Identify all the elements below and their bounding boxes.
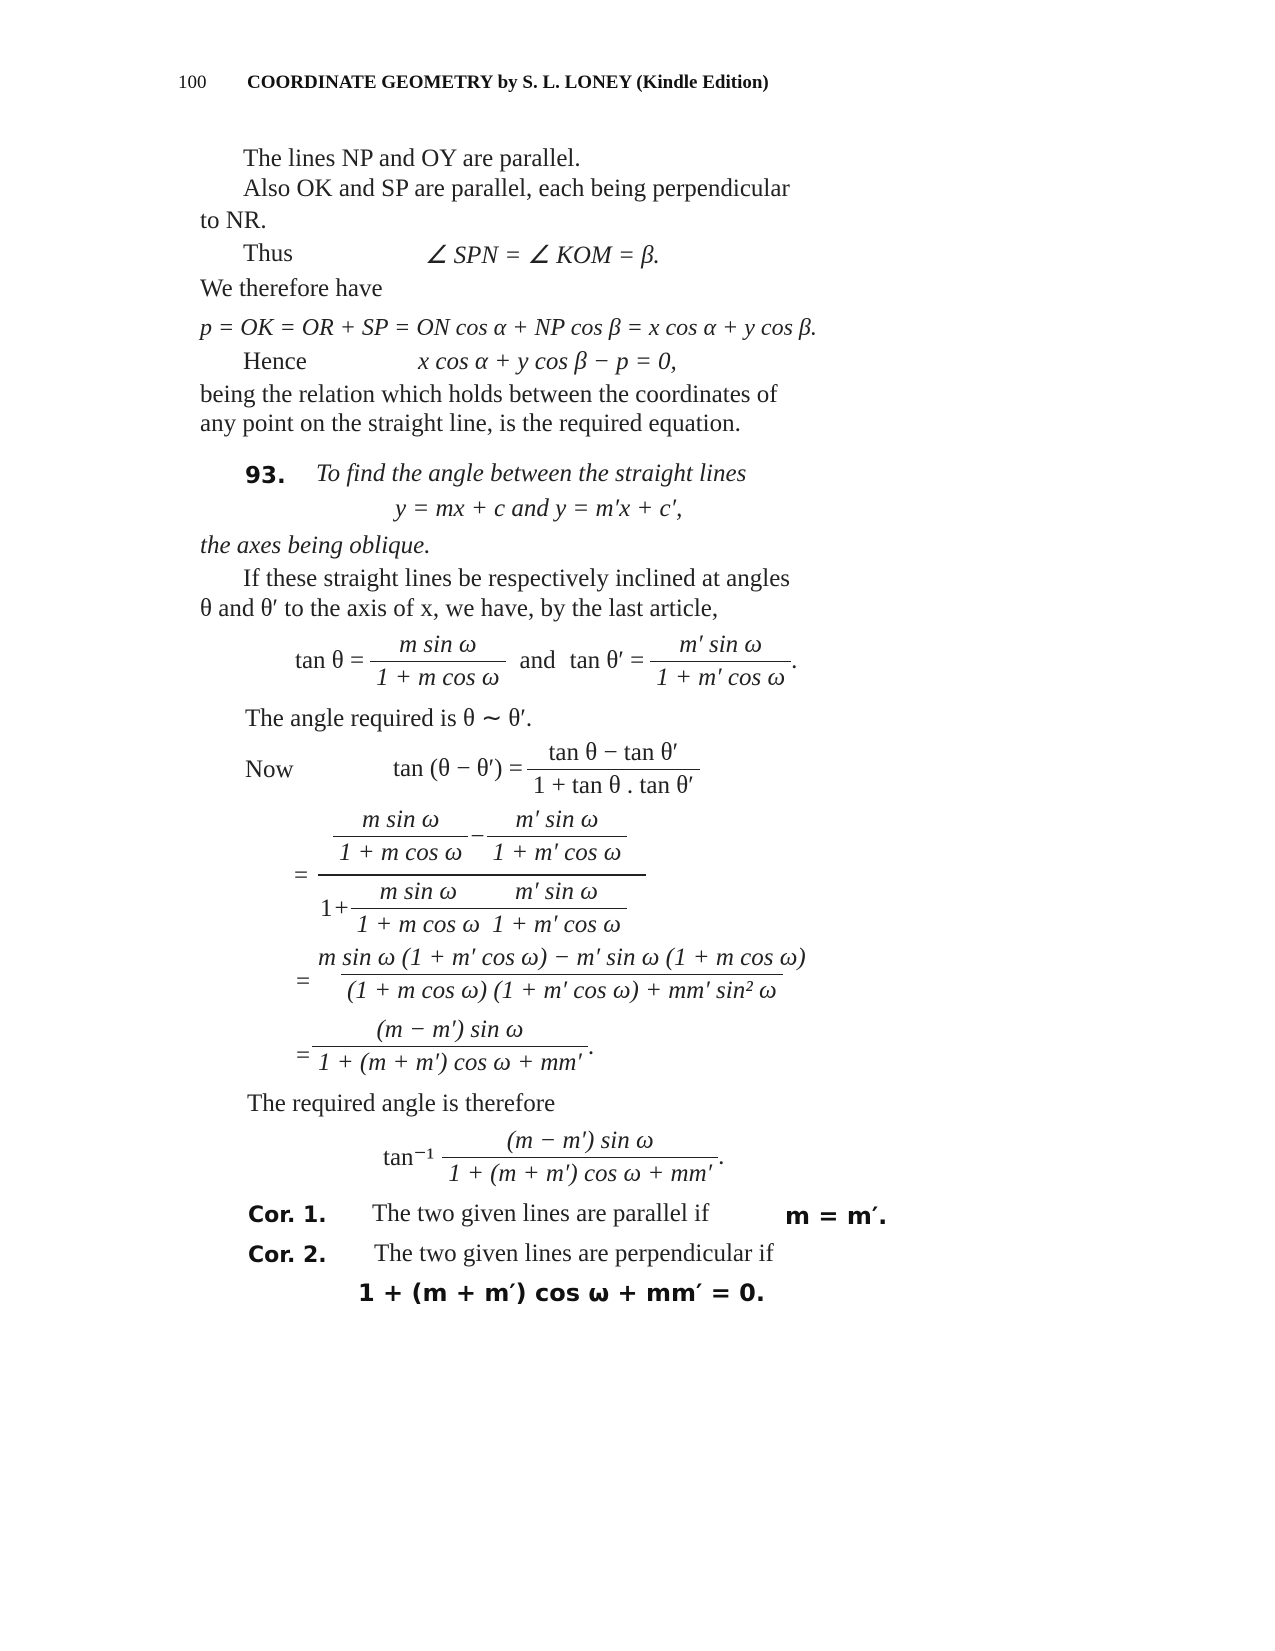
running-title-text: COORDINATE GEOMETRY by S. L. LONEY (Kindle Edition) xyxy=(247,72,769,93)
cor2-text: The two given lines are perpendicular if xyxy=(374,1240,774,1267)
body-line-8: being the relation which holds between the coordinates of xyxy=(200,381,778,408)
tan1-denominator: 1 + m cos ω xyxy=(370,661,505,692)
tan-period: . xyxy=(791,647,798,674)
cf-den-right-denominator: 1 + m′ cos ω xyxy=(486,908,627,939)
body-line-5: We therefore have xyxy=(200,275,383,302)
step3-denominator: 1 + (m + m′) cos ω + mm′ xyxy=(312,1046,588,1077)
tan1-fraction xyxy=(370,631,505,692)
eq-sign-3: = xyxy=(296,1042,311,1069)
thus-equation: ∠ SPN = ∠ KOM = β. xyxy=(425,242,660,269)
cf-num-left xyxy=(333,806,468,867)
cf-num-left-numerator: m sin ω xyxy=(362,806,440,833)
page-number: 100 xyxy=(178,72,207,93)
cor1-condition: m = m′. xyxy=(785,1202,888,1230)
running-title xyxy=(247,72,769,94)
tan2-denominator: 1 + m′ cos ω xyxy=(650,661,791,692)
now-label: Now xyxy=(245,756,294,783)
body-line-9: any point on the straight line, is the required equation. xyxy=(200,410,741,437)
cf-num-left-denominator: 1 + m cos ω xyxy=(333,836,468,867)
step3-period: . xyxy=(587,1032,595,1060)
tan2-numerator: m′ sin ω xyxy=(679,630,763,658)
final-denominator: 1 + (m + m′) cos ω + mm′ xyxy=(442,1157,718,1188)
compound-main-bar xyxy=(318,874,646,876)
cor2-label: Cor. 2. xyxy=(248,1243,327,1268)
cf-minus: − xyxy=(470,822,485,850)
cf-den-one: 1 xyxy=(320,894,333,922)
article-subheading: the axes being oblique. xyxy=(200,532,431,559)
step2-frac xyxy=(312,944,812,1005)
cf-den-left-denominator: 1 + m cos ω xyxy=(351,908,486,939)
cf-den-plus: + xyxy=(334,894,349,922)
tan1-lhs: tan θ = xyxy=(295,647,365,674)
step2-numerator: m sin ω (1 + m′ cos ω) − m′ sin ω (1 + m cos ω) xyxy=(318,944,806,971)
article-number: 93. xyxy=(245,463,286,489)
cor1-text: The two given lines are parallel if xyxy=(372,1200,710,1227)
article-para-1: If these straight lines be respectively inclined at angles xyxy=(243,565,791,592)
arctan-symbol: tan⁻¹ xyxy=(383,1144,435,1171)
eq-sign-1: = xyxy=(294,862,309,889)
tan2-fraction xyxy=(650,631,791,692)
now-equation xyxy=(393,737,700,801)
eq-sign-2: = xyxy=(296,968,311,995)
cf-den-left-numerator: m sin ω xyxy=(379,878,457,905)
final-expression xyxy=(383,1125,724,1189)
cf-num-right-numerator: m′ sin ω xyxy=(515,806,599,833)
cor1-label: Cor. 1. xyxy=(248,1203,327,1228)
normal-form-derivation: p = OK = OR + SP = ON cos α + NP cos β = x cos α + y cos β. xyxy=(200,315,817,341)
step3-fraction xyxy=(312,1016,594,1077)
now-lhs: tan (θ − θ′) = xyxy=(393,755,523,782)
cor2-equation: 1 + (m + m′) cos ω + mm′ = 0. xyxy=(358,1279,765,1307)
compound-numerator xyxy=(333,806,627,867)
step2-denominator: (1 + m cos ω) (1 + m′ cos ω) + mm′ sin² ω xyxy=(341,974,783,1005)
hence-label: Hence xyxy=(243,348,307,375)
tan-theta-equations xyxy=(295,630,797,692)
cf-den-right xyxy=(486,878,627,939)
article-para-2: θ and θ′ to the axis of x, we have, by the last article, xyxy=(200,595,719,622)
and-word: and xyxy=(519,647,556,674)
now-numerator: tan θ − tan θ′ xyxy=(548,738,679,766)
final-fraction xyxy=(442,1127,718,1188)
body-line-2: Also OK and SP are parallel, each being perpendicular xyxy=(243,175,790,202)
now-denominator: 1 + tan θ . tan θ′ xyxy=(527,769,700,800)
step3-frac xyxy=(312,1016,588,1077)
tan2-lhs: tan θ′ = xyxy=(569,647,645,674)
body-line-1: The lines NP and OY are parallel. xyxy=(243,145,581,172)
thus-label: Thus xyxy=(243,240,293,267)
article-heading: To find the angle between the straight lines xyxy=(316,460,747,487)
step2-fraction xyxy=(312,944,812,1005)
final-period: . xyxy=(718,1143,725,1170)
angle-required: The angle required is θ ∼ θ′. xyxy=(245,705,533,732)
final-numerator: (m − m′) sin ω xyxy=(506,1126,654,1154)
body-line-3: to NR. xyxy=(200,207,267,234)
cf-den-right-numerator: m′ sin ω xyxy=(515,878,598,905)
compound-denominator xyxy=(320,878,627,939)
required-angle-text: The required angle is therefore xyxy=(247,1090,556,1117)
cf-num-right xyxy=(487,806,628,867)
tan1-numerator: m sin ω xyxy=(399,630,477,658)
hence-equation: x cos α + y cos β − p = 0, xyxy=(418,348,677,375)
cf-den-left xyxy=(351,878,486,939)
cf-num-right-denominator: 1 + m′ cos ω xyxy=(487,836,628,867)
now-fraction xyxy=(527,739,700,800)
step3-numerator: (m − m′) sin ω xyxy=(376,1016,524,1043)
article-equations: y = mx + c and y = m′x + c′, xyxy=(395,495,683,522)
